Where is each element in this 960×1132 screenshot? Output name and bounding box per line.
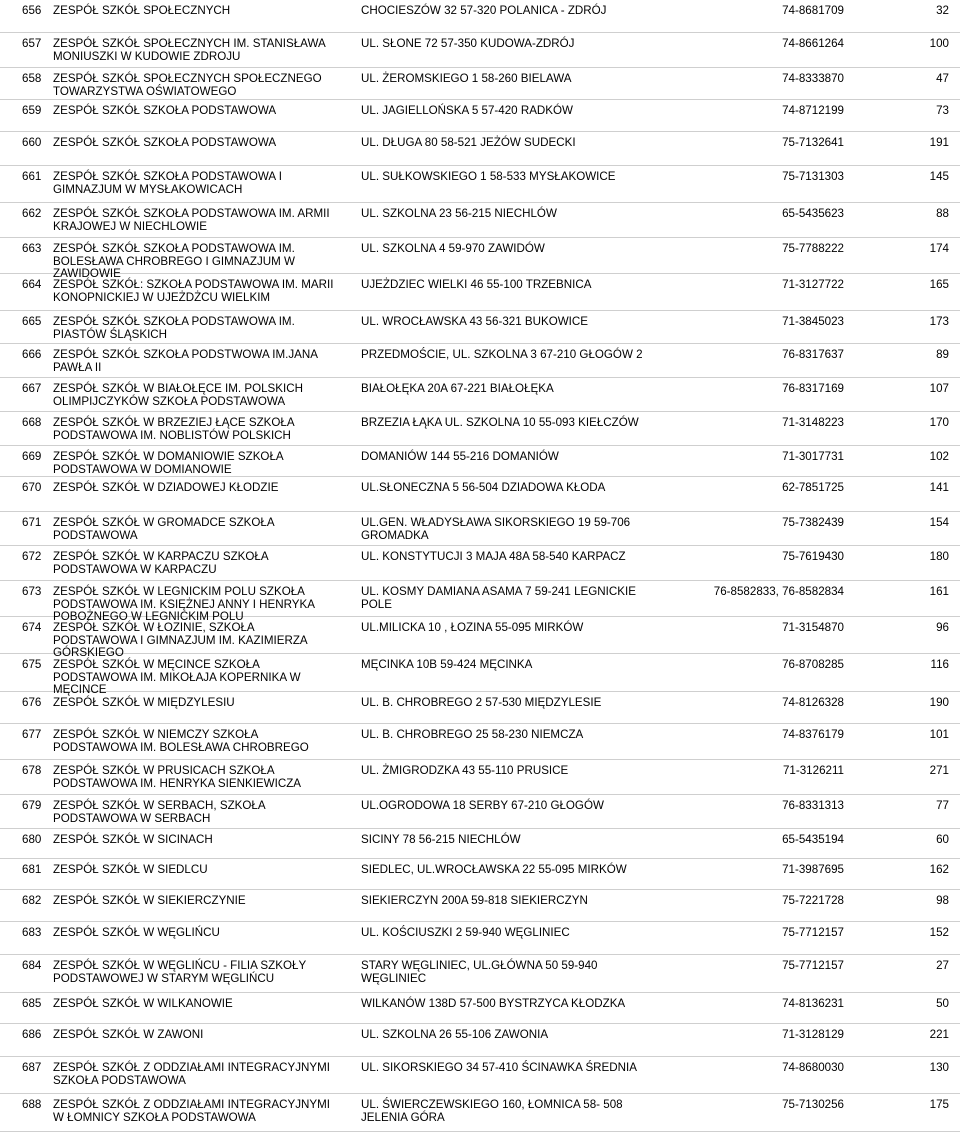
table-row bbox=[0, 829, 960, 859]
student-count: 101 bbox=[929, 728, 949, 741]
table-row bbox=[0, 1024, 960, 1057]
school-name: ZESPÓŁ SZKÓŁ W ZAWONI bbox=[53, 1028, 204, 1041]
school-address: UL.GEN. WŁADYSŁAWA SIKORSKIEGO 19 59-706 GROMADKA bbox=[361, 516, 631, 542]
student-count: 152 bbox=[929, 926, 949, 939]
school-address: UL. B. CHROBREGO 2 57-530 MIĘDZYLESIE bbox=[361, 696, 602, 709]
school-address: WILKANÓW 138D 57-500 BYSTRZYCA KŁODZKA bbox=[361, 997, 626, 1010]
table-row bbox=[0, 0, 960, 33]
school-address: UL. ŻEROMSKIEGO 1 58-260 BIELAWA bbox=[361, 72, 572, 85]
school-name: ZESPÓŁ SZKÓŁ SZKOŁA PODSTAWOWA bbox=[53, 136, 277, 149]
school-address: UL. KONSTYTUCJI 3 MAJA 48A 58-540 KARPACZ bbox=[361, 550, 626, 563]
school-phone: 75-7712157 bbox=[782, 926, 844, 939]
school-phone: 75-7131303 bbox=[782, 170, 844, 183]
school-address: UL. SŁONE 72 57-350 KUDOWA-ZDRÓJ bbox=[361, 37, 575, 50]
school-address: UL.OGRODOWA 18 SERBY 67-210 GŁOGÓW bbox=[361, 799, 604, 812]
school-name: ZESPÓŁ SZKÓŁ Z ODDZIAŁAMI INTEGRACYJNYMI W ŁOMNICY SZKOŁA PODSTAWOWA bbox=[53, 1098, 331, 1124]
school-address: UL. DŁUGA 80 58-521 JEŻÓW SUDECKI bbox=[361, 136, 576, 149]
table-row bbox=[0, 546, 960, 581]
school-phone: 74-8680030 bbox=[782, 1061, 844, 1074]
table-row bbox=[0, 203, 960, 238]
student-count: 271 bbox=[929, 764, 949, 777]
row-number: 666 bbox=[22, 348, 42, 361]
row-number: 682 bbox=[22, 894, 42, 907]
school-phone: 74-8126328 bbox=[782, 696, 844, 709]
school-phone: 76-8582833, 76-8582834 bbox=[713, 585, 844, 598]
school-address: UL.MILICKA 10 , ŁOZINA 55-095 MIRKÓW bbox=[361, 621, 584, 634]
student-count: 100 bbox=[929, 37, 949, 50]
row-number: 657 bbox=[22, 37, 42, 50]
student-count: 96 bbox=[936, 621, 949, 634]
school-name: ZESPÓŁ SZKÓŁ W WĘGLIŃCU - FILIA SZKOŁY PODSTAWOWEJ W STARYM WĘGLIŃCU bbox=[53, 959, 307, 985]
school-name: ZESPÓŁ SZKÓŁ SPOŁECZNYCH SPOŁECZNEGO TOWARZYSTWA OŚWIATOWEGO bbox=[53, 72, 322, 98]
table-row bbox=[0, 68, 960, 100]
table-row bbox=[0, 412, 960, 446]
school-name: ZESPÓŁ SZKÓŁ W LEGNICKIM POLU SZKOŁA PODSTAWOWA IM. KSIĘŻNEJ ANNY I HENRYKA POBOŻNEGO W LEGNICKIM POLU bbox=[53, 585, 315, 624]
row-number: 688 bbox=[22, 1098, 42, 1111]
school-address: UL. WROCŁAWSKA 43 56-321 BUKOWICE bbox=[361, 315, 589, 328]
student-count: 27 bbox=[936, 959, 949, 972]
table-row bbox=[0, 1057, 960, 1094]
student-count: 88 bbox=[936, 207, 949, 220]
student-count: 165 bbox=[929, 278, 949, 291]
row-number: 660 bbox=[22, 136, 42, 149]
student-count: 180 bbox=[929, 550, 949, 563]
school-name: ZESPÓŁ SZKÓŁ W SIEDLCU bbox=[53, 863, 208, 876]
school-phone: 71-3126211 bbox=[782, 764, 844, 777]
student-count: 162 bbox=[929, 863, 949, 876]
school-name: ZESPÓŁ SZKÓŁ W BRZEZIEJ ŁĄCE SZKOŁA PODSTAWOWA IM. NOBLISTÓW POLSKICH bbox=[53, 416, 295, 442]
school-address: SICINY 78 56-215 NIECHLÓW bbox=[361, 833, 521, 846]
school-name: ZESPÓŁ SZKÓŁ Z ODDZIAŁAMI INTEGRACYJNYMI SZKOŁA PODSTAWOWA bbox=[53, 1061, 331, 1087]
school-address: DOMANIÓW 144 55-216 DOMANIÓW bbox=[361, 450, 559, 463]
student-count: 73 bbox=[936, 104, 949, 117]
school-address: UL. KOŚCIUSZKI 2 59-940 WĘGLINIEC bbox=[361, 926, 570, 939]
school-name: ZESPÓŁ SZKÓŁ W SICINACH bbox=[53, 833, 213, 846]
row-number: 664 bbox=[22, 278, 42, 291]
school-phone: 76-8317637 bbox=[782, 348, 844, 361]
school-name: ZESPÓŁ SZKÓŁ W BIAŁOŁĘCE IM. POLSKICH OLIMPIJCZYKÓW SZKOŁA PODSTAWOWA bbox=[53, 382, 303, 408]
school-name: ZESPÓŁ SZKÓŁ W SERBACH, SZKOŁA PODSTAWOWA W SERBACH bbox=[53, 799, 266, 825]
row-number: 672 bbox=[22, 550, 42, 563]
table-row bbox=[0, 311, 960, 344]
row-number: 681 bbox=[22, 863, 42, 876]
table-row bbox=[0, 132, 960, 166]
school-phone: 71-3127722 bbox=[782, 278, 844, 291]
table-row bbox=[0, 477, 960, 512]
table-row bbox=[0, 100, 960, 132]
school-address: UL. SZKOLNA 23 56-215 NIECHLÓW bbox=[361, 207, 557, 220]
school-name: ZESPÓŁ SZKÓŁ W MĘCINCE SZKOŁA PODSTAWOWA IM. MIKOŁAJA KOPERNIKA W MĘCINCE bbox=[53, 658, 301, 697]
school-phone: 75-7130256 bbox=[782, 1098, 844, 1111]
row-number: 679 bbox=[22, 799, 42, 812]
school-address: UL. ŚWIERCZEWSKIEGO 160, ŁOMNICA 58- 508 JELENIA GÓRA bbox=[361, 1098, 623, 1124]
school-name: ZESPÓŁ SZKÓŁ W ŁOZINIE, SZKOŁA PODSTAWOWA I GIMNAZJUM IM. KAZIMIERZA GÓRSKIEGO bbox=[53, 621, 308, 660]
table-row bbox=[0, 859, 960, 890]
row-number: 686 bbox=[22, 1028, 42, 1041]
table-row bbox=[0, 344, 960, 378]
table-row bbox=[0, 512, 960, 546]
student-count: 175 bbox=[929, 1098, 949, 1111]
table-row bbox=[0, 955, 960, 993]
table-row bbox=[0, 378, 960, 412]
row-number: 667 bbox=[22, 382, 42, 395]
student-count: 47 bbox=[936, 72, 949, 85]
student-count: 116 bbox=[930, 658, 949, 671]
row-number: 673 bbox=[22, 585, 42, 598]
school-address: UL. JAGIELLOŃSKA 5 57-420 RADKÓW bbox=[361, 104, 573, 117]
row-number: 687 bbox=[22, 1061, 42, 1074]
school-phone: 75-7221728 bbox=[782, 894, 844, 907]
school-name: ZESPÓŁ SZKÓŁ W PRUSICACH SZKOŁA PODSTAWOWA IM. HENRYKA SIENKIEWICZA bbox=[53, 764, 302, 790]
row-number: 659 bbox=[22, 104, 42, 117]
school-address: UL. SUŁKOWSKIEGO 1 58-533 MYSŁAKOWICE bbox=[361, 170, 616, 183]
row-number: 663 bbox=[22, 242, 42, 255]
school-phone: 71-3148223 bbox=[782, 416, 844, 429]
table-row bbox=[0, 166, 960, 203]
school-phone: 75-7382439 bbox=[782, 516, 844, 529]
school-name: ZESPÓŁ SZKÓŁ W SIEKIERCZYNIE bbox=[53, 894, 246, 907]
school-phone: 65-5435194 bbox=[782, 833, 844, 846]
row-number: 670 bbox=[22, 481, 42, 494]
school-phone: 71-3987695 bbox=[782, 863, 844, 876]
row-number: 669 bbox=[22, 450, 42, 463]
student-count: 145 bbox=[929, 170, 949, 183]
school-name: ZESPÓŁ SZKÓŁ W DZIADOWEJ KŁODZIE bbox=[53, 481, 279, 494]
row-number: 665 bbox=[22, 315, 42, 328]
school-name: ZESPÓŁ SZKÓŁ SZKOŁA PODSTAWOWA IM. PIASTÓW ŚLĄSKICH bbox=[53, 315, 295, 341]
student-count: 190 bbox=[929, 696, 949, 709]
table-row bbox=[0, 446, 960, 477]
school-address: UL. ŻMIGRODZKA 43 55-110 PRUSICE bbox=[361, 764, 569, 777]
table-row bbox=[0, 238, 960, 281]
school-name: ZESPÓŁ SZKÓŁ SPOŁECZNYCH IM. STANISŁAWA MONIUSZKI W KUDOWIE ZDROJU bbox=[53, 37, 326, 63]
table-row bbox=[0, 617, 960, 660]
school-phone: 76-8331313 bbox=[782, 799, 844, 812]
school-address: UL. B. CHROBREGO 25 58-230 NIEMCZA bbox=[361, 728, 584, 741]
school-name: ZESPÓŁ SZKÓŁ SZKOŁA PODSTWOWA IM.JANA PAWŁA II bbox=[53, 348, 318, 374]
school-address: UJEŻDZIEC WIELKI 46 55-100 TRZEBNICA bbox=[361, 278, 592, 291]
school-address: CHOCIESZÓW 32 57-320 POLANICA - ZDRÓJ bbox=[361, 4, 607, 17]
row-number: 658 bbox=[22, 72, 42, 85]
table-row bbox=[0, 581, 960, 624]
school-phone: 76-8708285 bbox=[782, 658, 844, 671]
student-count: 174 bbox=[929, 242, 949, 255]
school-phone: 75-7619430 bbox=[782, 550, 844, 563]
student-count: 77 bbox=[936, 799, 949, 812]
student-count: 32 bbox=[936, 4, 949, 17]
table-row bbox=[0, 33, 960, 68]
table-row bbox=[0, 1094, 960, 1132]
student-count: 130 bbox=[929, 1061, 949, 1074]
student-count: 102 bbox=[929, 450, 949, 463]
student-count: 191 bbox=[929, 136, 949, 149]
school-name: ZESPÓŁ SZKÓŁ W KARPACZU SZKOŁA PODSTAWOWA W KARPACZU bbox=[53, 550, 269, 576]
row-number: 675 bbox=[22, 658, 42, 671]
school-address: UL. SIKORSKIEGO 34 57-410 ŚCINAWKA ŚREDNIA bbox=[361, 1061, 637, 1074]
school-address: UL. SZKOLNA 26 55-106 ZAWONIA bbox=[361, 1028, 549, 1041]
school-name: ZESPÓŁ SZKÓŁ W GROMADCE SZKOŁA PODSTAWOWA bbox=[53, 516, 275, 542]
school-name: ZESPÓŁ SZKÓŁ SZKOŁA PODSTAWOWA bbox=[53, 104, 277, 117]
row-number: 674 bbox=[22, 621, 42, 634]
row-number: 678 bbox=[22, 764, 42, 777]
school-address: SIEDLEC, UL.WROCŁAWSKA 22 55-095 MIRKÓW bbox=[361, 863, 627, 876]
school-address: UL.SŁONECZNA 5 56-504 DZIADOWA KŁODA bbox=[361, 481, 606, 494]
table-row bbox=[0, 724, 960, 760]
student-count: 221 bbox=[929, 1028, 949, 1041]
school-name: ZESPÓŁ SZKÓŁ SZKOŁA PODSTAWOWA IM. BOLESŁAWA CHROBREGO I GIMNAZJUM W ZAWIDOWIE bbox=[53, 242, 295, 281]
school-address: BRZEZIA ŁĄKA UL. SZKOLNA 10 55-093 KIEŁCZÓW bbox=[361, 416, 639, 429]
row-number: 656 bbox=[22, 4, 42, 17]
student-count: 154 bbox=[929, 516, 949, 529]
table-row bbox=[0, 922, 960, 955]
student-count: 173 bbox=[929, 315, 949, 328]
student-count: 107 bbox=[929, 382, 949, 395]
row-number: 671 bbox=[22, 516, 42, 529]
student-count: 141 bbox=[929, 481, 949, 494]
school-phone: 62-7851725 bbox=[782, 481, 844, 494]
school-name: ZESPÓŁ SZKÓŁ SPOŁECZNYCH bbox=[53, 4, 231, 17]
school-name: ZESPÓŁ SZKÓŁ W MIĘDZYLESIU bbox=[53, 696, 235, 709]
row-number: 684 bbox=[22, 959, 42, 972]
school-phone: 74-8712199 bbox=[782, 104, 844, 117]
school-phone: 71-3845023 bbox=[782, 315, 844, 328]
table-row bbox=[0, 654, 960, 697]
row-number: 676 bbox=[22, 696, 42, 709]
table-row bbox=[0, 274, 960, 311]
student-count: 170 bbox=[929, 416, 949, 429]
row-number: 680 bbox=[22, 833, 42, 846]
school-name: ZESPÓŁ SZKÓŁ W WILKANOWIE bbox=[53, 997, 233, 1010]
school-name: ZESPÓŁ SZKÓŁ SZKOŁA PODSTAWOWA I GIMNAZJUM W MYSŁAKOWICACH bbox=[53, 170, 282, 196]
school-name: ZESPÓŁ SZKÓŁ W DOMANIOWIE SZKOŁA PODSTAWOWA W DOMIANOWIE bbox=[53, 450, 284, 476]
table-row bbox=[0, 795, 960, 829]
table-row bbox=[0, 993, 960, 1024]
school-phone: 74-8661264 bbox=[782, 37, 844, 50]
school-phone: 71-3017731 bbox=[782, 450, 844, 463]
row-number: 677 bbox=[22, 728, 42, 741]
school-phone: 74-8333870 bbox=[782, 72, 844, 85]
school-phone: 74-8376179 bbox=[782, 728, 844, 741]
row-number: 661 bbox=[22, 170, 42, 183]
school-address: STARY WĘGLINIEC, UL.GŁÓWNA 50 59-940 WĘGLINIEC bbox=[361, 959, 598, 985]
school-address: PRZEDMOŚCIE, UL. SZKOLNA 3 67-210 GŁOGÓW 2 bbox=[361, 348, 643, 361]
school-name: ZESPÓŁ SZKÓŁ: SZKOŁA PODSTAWOWA IM. MARII KONOPNICKIEJ W UJEŻDŻCU WIELKIM bbox=[53, 278, 334, 304]
school-phone: 71-3128129 bbox=[782, 1028, 844, 1041]
row-number: 668 bbox=[22, 416, 42, 429]
student-count: 60 bbox=[936, 833, 949, 846]
table-row bbox=[0, 692, 960, 724]
table-row bbox=[0, 890, 960, 922]
school-name: ZESPÓŁ SZKÓŁ W WĘGLIŃCU bbox=[53, 926, 220, 939]
student-count: 50 bbox=[936, 997, 949, 1010]
school-phone: 74-8136231 bbox=[782, 997, 844, 1010]
school-phone: 75-7132641 bbox=[782, 136, 844, 149]
school-phone: 75-7712157 bbox=[782, 959, 844, 972]
school-phone: 65-5435623 bbox=[782, 207, 844, 220]
school-address: MĘCINKA 10B 59-424 MĘCINKA bbox=[361, 658, 533, 671]
row-number: 662 bbox=[22, 207, 42, 220]
school-address: SIEKIERCZYN 200A 59-818 SIEKIERCZYN bbox=[361, 894, 588, 907]
school-address: BIAŁOŁĘKA 20A 67-221 BIAŁOŁĘKA bbox=[361, 382, 554, 395]
school-address: UL. SZKOLNA 4 59-970 ZAWIDÓW bbox=[361, 242, 545, 255]
row-number: 683 bbox=[22, 926, 42, 939]
student-count: 98 bbox=[936, 894, 949, 907]
student-count: 161 bbox=[929, 585, 949, 598]
table-row bbox=[0, 760, 960, 795]
school-name: ZESPÓŁ SZKÓŁ SZKOŁA PODSTAWOWA IM. ARMII KRAJOWEJ W NIECHLOWIE bbox=[53, 207, 330, 233]
school-phone: 76-8317169 bbox=[782, 382, 844, 395]
school-address: UL. KOSMY DAMIANA ASAMA 7 59-241 LEGNICKIE POLE bbox=[361, 585, 636, 611]
school-phone: 71-3154870 bbox=[782, 621, 844, 634]
school-phone: 74-8681709 bbox=[782, 4, 844, 17]
row-number: 685 bbox=[22, 997, 42, 1010]
student-count: 89 bbox=[936, 348, 949, 361]
school-name: ZESPÓŁ SZKÓŁ W NIEMCZY SZKOŁA PODSTAWOWA IM. BOLESŁAWA CHROBREGO bbox=[53, 728, 309, 754]
school-phone: 75-7788222 bbox=[782, 242, 844, 255]
